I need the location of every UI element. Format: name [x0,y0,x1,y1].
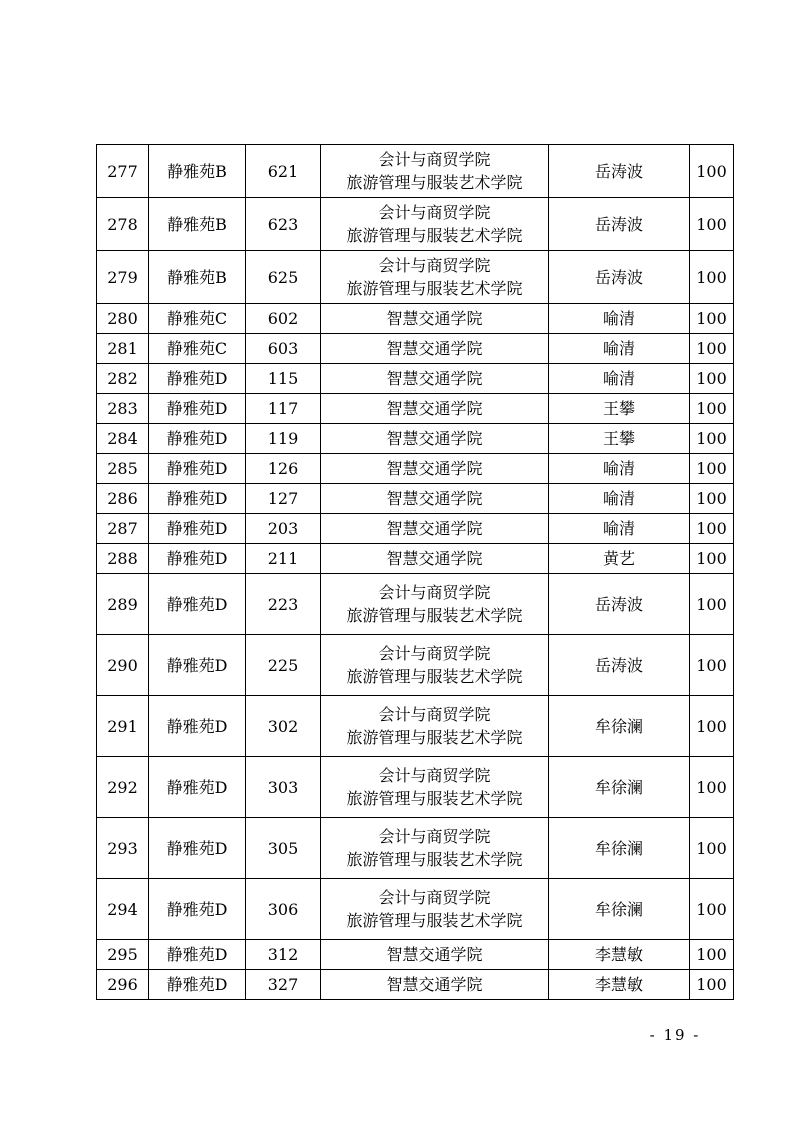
room-number-cell: 302 [246,696,321,757]
row-number-cell: 281 [97,334,149,364]
college-name: 会计与商贸学院 [378,827,491,846]
room-number-cell: 117 [246,394,321,424]
college-name: 会计与商贸学院 [378,766,491,785]
building-cell: 静雅苑D [149,484,246,514]
responsible-person-cell: 岳涛波 [549,635,690,696]
room-number-cell: 305 [246,818,321,879]
score-cell: 100 [690,251,734,304]
college-name: 会计与商贸学院 [378,705,491,724]
room-number-cell: 223 [246,574,321,635]
room-number-cell: 211 [246,544,321,574]
score-cell: 100 [690,574,734,635]
row-number-cell: 294 [97,879,149,940]
row-number-cell: 287 [97,514,149,544]
college-cell [321,757,549,818]
table-row [97,574,734,635]
college-name: 智慧交通学院 [386,309,483,328]
college-cell [321,635,549,696]
college-name: 智慧交通学院 [386,339,483,358]
college-name: 旅游管理与服装艺术学院 [346,667,523,686]
building-cell: 静雅苑D [149,394,246,424]
score-cell: 100 [690,198,734,251]
room-number-cell: 225 [246,635,321,696]
row-number-cell: 286 [97,484,149,514]
row-number-cell: 279 [97,251,149,304]
building-cell: 静雅苑D [149,970,246,1000]
row-number-cell: 289 [97,574,149,635]
building-cell: 静雅苑C [149,334,246,364]
building-cell: 静雅苑B [149,198,246,251]
row-number-cell: 285 [97,454,149,484]
college-name: 旅游管理与服装艺术学院 [346,606,523,625]
college-name: 旅游管理与服装艺术学院 [346,728,523,747]
table-row [97,818,734,879]
college-name: 旅游管理与服装艺术学院 [346,173,523,192]
table-row [97,454,734,484]
college-cell [321,454,549,484]
college-name: 智慧交通学院 [386,975,483,994]
college-cell [321,198,549,251]
score-cell: 100 [690,484,734,514]
college-name: 旅游管理与服装艺术学院 [346,226,523,245]
college-name: 旅游管理与服装艺术学院 [346,279,523,298]
building-cell: 静雅苑D [149,879,246,940]
room-number-cell: 602 [246,304,321,334]
score-cell: 100 [690,635,734,696]
responsible-person-cell: 喻清 [549,484,690,514]
responsible-person-cell: 岳涛波 [549,145,690,198]
room-number-cell: 303 [246,757,321,818]
responsible-person-cell: 岳涛波 [549,198,690,251]
score-cell: 100 [690,544,734,574]
room-number-cell: 119 [246,424,321,454]
college-name: 智慧交通学院 [386,459,483,478]
row-number-cell: 283 [97,394,149,424]
table-row [97,940,734,970]
college-cell [321,970,549,1000]
table-row [97,251,734,304]
score-cell: 100 [690,304,734,334]
college-cell [321,940,549,970]
college-cell [321,879,549,940]
building-cell: 静雅苑B [149,145,246,198]
row-number-cell: 278 [97,198,149,251]
room-number-cell: 203 [246,514,321,544]
college-cell [321,251,549,304]
college-cell [321,145,549,198]
college-name: 会计与商贸学院 [378,256,491,275]
building-cell: 静雅苑C [149,304,246,334]
building-cell: 静雅苑D [149,940,246,970]
college-name: 智慧交通学院 [386,429,483,448]
building-cell: 静雅苑D [149,635,246,696]
row-number-cell: 293 [97,818,149,879]
score-cell: 100 [690,424,734,454]
row-number-cell: 290 [97,635,149,696]
college-name: 会计与商贸学院 [378,888,491,907]
college-cell [321,394,549,424]
table-row [97,145,734,198]
building-cell: 静雅苑D [149,818,246,879]
responsible-person-cell: 李慧敏 [549,970,690,1000]
college-cell [321,818,549,879]
room-number-cell: 623 [246,198,321,251]
score-cell: 100 [690,879,734,940]
room-number-cell: 625 [246,251,321,304]
table-row [97,198,734,251]
table-row [97,424,734,454]
score-cell: 100 [690,696,734,757]
table-row [97,757,734,818]
building-cell: 静雅苑D [149,514,246,544]
row-number-cell: 295 [97,940,149,970]
college-name: 会计与商贸学院 [378,644,491,663]
college-name: 智慧交通学院 [386,399,483,418]
college-cell [321,424,549,454]
college-cell [321,484,549,514]
room-number-cell: 327 [246,970,321,1000]
responsible-person-cell: 喻清 [549,304,690,334]
table-row [97,394,734,424]
building-cell: 静雅苑D [149,696,246,757]
score-cell: 100 [690,364,734,394]
responsible-person-cell: 牟徐澜 [549,818,690,879]
score-cell: 100 [690,145,734,198]
row-number-cell: 284 [97,424,149,454]
score-cell: 100 [690,757,734,818]
college-cell [321,696,549,757]
responsible-person-cell: 喻清 [549,514,690,544]
building-cell: 静雅苑D [149,544,246,574]
score-cell: 100 [690,394,734,424]
building-cell: 静雅苑D [149,364,246,394]
score-cell: 100 [690,818,734,879]
room-number-cell: 126 [246,454,321,484]
table-body [97,145,734,1000]
dormitory-score-table [96,144,734,1000]
college-name: 智慧交通学院 [386,549,483,568]
room-number-cell: 603 [246,334,321,364]
college-cell [321,334,549,364]
row-number-cell: 296 [97,970,149,1000]
college-name: 旅游管理与服装艺术学院 [346,789,523,808]
responsible-person-cell: 牟徐澜 [549,757,690,818]
responsible-person-cell: 喻清 [549,364,690,394]
college-cell [321,544,549,574]
table-row [97,364,734,394]
college-cell [321,574,549,635]
college-name: 旅游管理与服装艺术学院 [346,911,523,930]
responsible-person-cell: 岳涛波 [549,574,690,635]
college-name: 会计与商贸学院 [378,150,491,169]
responsible-person-cell: 喻清 [549,454,690,484]
table-row [97,970,734,1000]
table-row [97,484,734,514]
table-row [97,544,734,574]
responsible-person-cell: 喻清 [549,334,690,364]
college-cell [321,364,549,394]
building-cell: 静雅苑B [149,251,246,304]
row-number-cell: 288 [97,544,149,574]
responsible-person-cell: 王攀 [549,424,690,454]
table-row [97,514,734,544]
college-cell [321,514,549,544]
college-name: 会计与商贸学院 [378,203,491,222]
building-cell: 静雅苑D [149,757,246,818]
college-cell [321,304,549,334]
dormitory-score-table-wrapper [96,144,733,1000]
college-name: 智慧交通学院 [386,489,483,508]
row-number-cell: 282 [97,364,149,394]
responsible-person-cell: 王攀 [549,394,690,424]
responsible-person-cell: 黄艺 [549,544,690,574]
room-number-cell: 306 [246,879,321,940]
room-number-cell: 312 [246,940,321,970]
score-cell: 100 [690,970,734,1000]
table-row [97,304,734,334]
responsible-person-cell: 牟徐澜 [549,696,690,757]
responsible-person-cell: 岳涛波 [549,251,690,304]
building-cell: 静雅苑D [149,454,246,484]
college-name: 会计与商贸学院 [378,583,491,602]
row-number-cell: 280 [97,304,149,334]
table-row [97,334,734,364]
college-name: 智慧交通学院 [386,945,483,964]
page-number: - 19 - [649,1026,701,1044]
table-row [97,879,734,940]
room-number-cell: 127 [246,484,321,514]
score-cell: 100 [690,514,734,544]
table-row [97,635,734,696]
building-cell: 静雅苑D [149,424,246,454]
building-cell: 静雅苑D [149,574,246,635]
college-name: 智慧交通学院 [386,519,483,538]
college-name: 智慧交通学院 [386,369,483,388]
score-cell: 100 [690,454,734,484]
row-number-cell: 277 [97,145,149,198]
responsible-person-cell: 牟徐澜 [549,879,690,940]
table-row [97,696,734,757]
responsible-person-cell: 李慧敏 [549,940,690,970]
room-number-cell: 621 [246,145,321,198]
row-number-cell: 292 [97,757,149,818]
college-name: 旅游管理与服装艺术学院 [346,850,523,869]
score-cell: 100 [690,940,734,970]
row-number-cell: 291 [97,696,149,757]
room-number-cell: 115 [246,364,321,394]
score-cell: 100 [690,334,734,364]
